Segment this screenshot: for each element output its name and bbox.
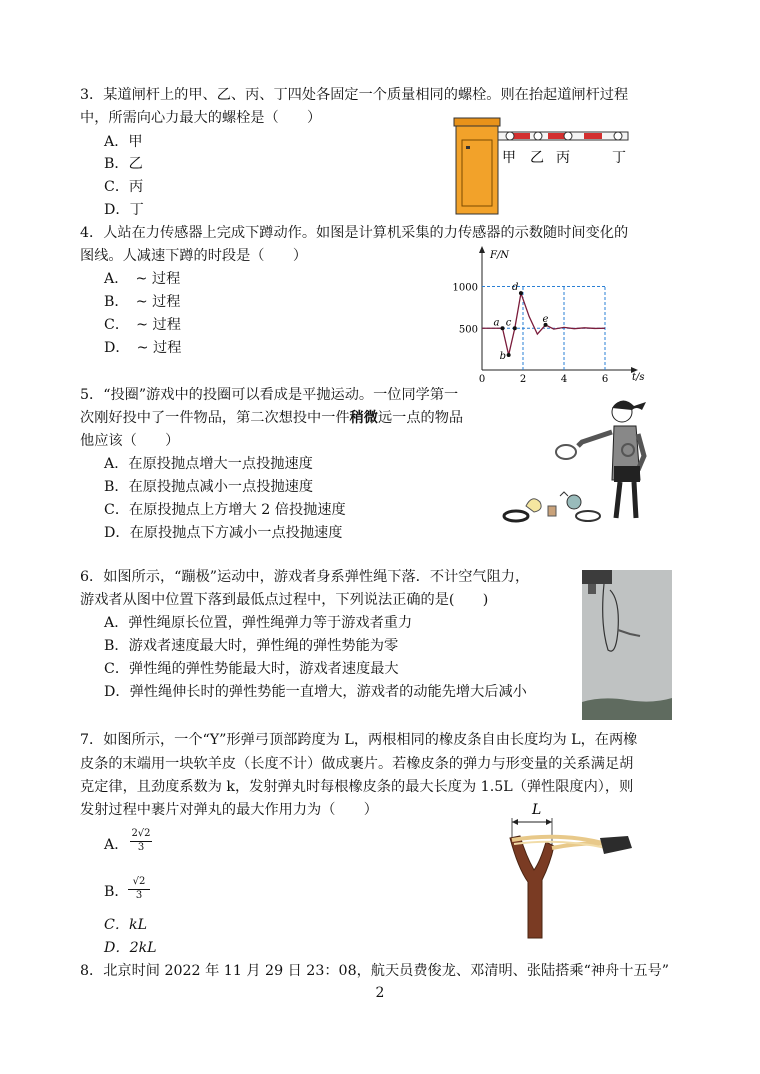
q7-option-a-numerator: 2√2	[130, 828, 152, 842]
q5-option-c[interactable]: C．在原投抛点上方增大 2 倍投抛速度	[104, 502, 346, 518]
chart-xtick-label: 2	[519, 374, 527, 382]
q5-stem-line1: 5．“投圈”游戏中的投圈可以看成是平抛运动。一位同学第一	[80, 387, 459, 403]
q5-option-b[interactable]: B．在原投抛点减小一点投抛速度	[104, 479, 314, 495]
q6-option-c[interactable]: C．弹性绳的弹性势能最大时，游戏者速度最大	[104, 661, 399, 677]
q4-option-d[interactable]: D． ~ 过程	[104, 340, 182, 356]
q7-stem-line2: 皮条的末端用一块软羊皮（长度不计）做成裹片。若橡皮条的弹力与形变量的关系满足胡	[80, 756, 634, 772]
chart-point-label-d: d	[511, 282, 519, 294]
q5-stem-line2-end: 远一点的物品	[377, 410, 464, 426]
chart-x-label: t/s	[632, 372, 645, 382]
q7-option-c[interactable]: C．kL	[104, 917, 148, 933]
slingshot-figure	[500, 800, 650, 948]
q7-option-a-denominator: 3	[137, 842, 145, 853]
slingshot-length-label: L	[532, 802, 542, 818]
gate-label-yi: 乙	[530, 150, 544, 166]
chart-ytick-label: 500	[458, 324, 478, 336]
chart-point-label-c: c	[505, 317, 512, 329]
q7-option-b-label: B．	[104, 884, 129, 900]
chart-ytick-label: 1000	[452, 282, 478, 294]
gate-label-bing: 丙	[556, 150, 570, 166]
q7-stem-line4: 发射过程中裹片对弹丸的最大作用力为（ ）	[80, 802, 378, 818]
q5-option-d[interactable]: D．在原投抛点下方减小一点投抛速度	[104, 525, 343, 541]
q5-stem-line2-start: 次刚好投中了一件物品，第二次想投中一件	[80, 410, 350, 426]
q3-stem-line2: 中，所需向心力最大的螺栓是（ ）	[80, 110, 322, 126]
gate-label-ding: 丁	[612, 150, 626, 166]
bungee-photo	[582, 570, 672, 720]
chart-y-label: F/N	[490, 250, 510, 261]
chart-xtick-label: 6	[601, 374, 609, 382]
q7-option-a[interactable]	[104, 834, 128, 856]
q6-stem-line2: 游戏者从图中位置下落到最低点过程中，下列说法正确的是( )	[80, 592, 489, 608]
q4-stem-line2: 图线。人减速下蹲的时段是（ ）	[80, 248, 308, 264]
q4-option-a[interactable]: A． ~ 过程	[104, 271, 181, 287]
q7-stem-line3: 克定律，且劲度系数为 k，发射弹丸时每根橡皮条的最大长度为 1.5L（弹性限度内），则	[80, 779, 634, 795]
q8-stem-line1: 8．北京时间 2022 年 11 月 29 日 23：08，航天员费俊龙、邓清明、张陆搭乘“神舟十五号”	[80, 963, 670, 979]
q4-option-c[interactable]: C． ~ 过程	[104, 317, 181, 333]
q6-option-a[interactable]: A．弹性绳原长位置，弹性绳弹力等于游戏者重力	[104, 615, 413, 631]
q5-stem-line2	[80, 407, 463, 429]
chart-xtick-label: 4	[560, 374, 568, 382]
chart-point-d	[519, 291, 523, 295]
q5-stem-line2-bold: 稍微	[349, 410, 378, 426]
q3-option-a[interactable]: A．甲	[104, 134, 143, 150]
q7-option-d[interactable]: D．2kL	[104, 940, 157, 956]
q6-option-b[interactable]: B．游戏者速度最大时，弹性绳的弹性势能为零	[104, 638, 399, 654]
q5-stem-line3: 他应该（ ）	[80, 433, 180, 449]
chart-point-b	[507, 353, 511, 357]
q3-option-b[interactable]: B．乙	[104, 156, 143, 172]
chart-point-a	[501, 326, 505, 330]
q7-option-a-label: A．	[104, 837, 129, 853]
q5-option-a[interactable]: A．在原投抛点增大一点投抛速度	[104, 456, 313, 472]
q7-stem-line1: 7．如图所示，一个“Y”形弹弓顶部跨度为 L，两根相同的橡皮条自由长度均为 L，在两橡	[80, 732, 638, 748]
chart-point-label-a: a	[493, 317, 500, 329]
chart-point-c	[513, 326, 517, 330]
force-time-chart	[446, 242, 646, 382]
q3-stem-line1: 3．某道闸杆上的甲、乙、丙、丁四处各固定一个质量相同的螺栓。则在抬起道闸杆过程	[80, 87, 629, 103]
chart-point-label-e: e	[542, 313, 549, 325]
q4-option-b[interactable]: B． ~ 过程	[104, 294, 181, 310]
q6-option-d[interactable]: D．弹性绳伸长时的弹性势能一直增大，游戏者的动能先增大后减小	[104, 684, 527, 700]
q7-option-b-fraction	[128, 876, 150, 902]
ring-toss-illustration	[502, 390, 672, 530]
q7-option-a-fraction	[130, 828, 152, 854]
chart-point-label-b: b	[499, 350, 507, 362]
chart-y-arrow	[479, 246, 485, 253]
barrier-gate-figure	[452, 114, 632, 216]
q7-option-b-numerator: √2	[128, 876, 150, 890]
q7-option-b-denominator: 3	[135, 890, 143, 901]
q7-option-b[interactable]	[104, 881, 129, 903]
q3-option-c[interactable]: C．丙	[104, 179, 144, 195]
page-number: 2	[375, 985, 385, 1001]
q4-stem-line1: 4．人站在力传感器上完成下蹲动作。如图是计算机采集的力传感器的示数随时间变化的	[80, 225, 629, 241]
q3-option-d[interactable]: D．丁	[104, 202, 144, 218]
q6-stem-line1: 6．如图所示，“蹦极”运动中，游戏者身系弹性绳下落．不计空气阻力，	[80, 569, 530, 585]
chart-xtick-label: 0	[478, 374, 486, 382]
gate-label-jia: 甲	[502, 150, 516, 166]
